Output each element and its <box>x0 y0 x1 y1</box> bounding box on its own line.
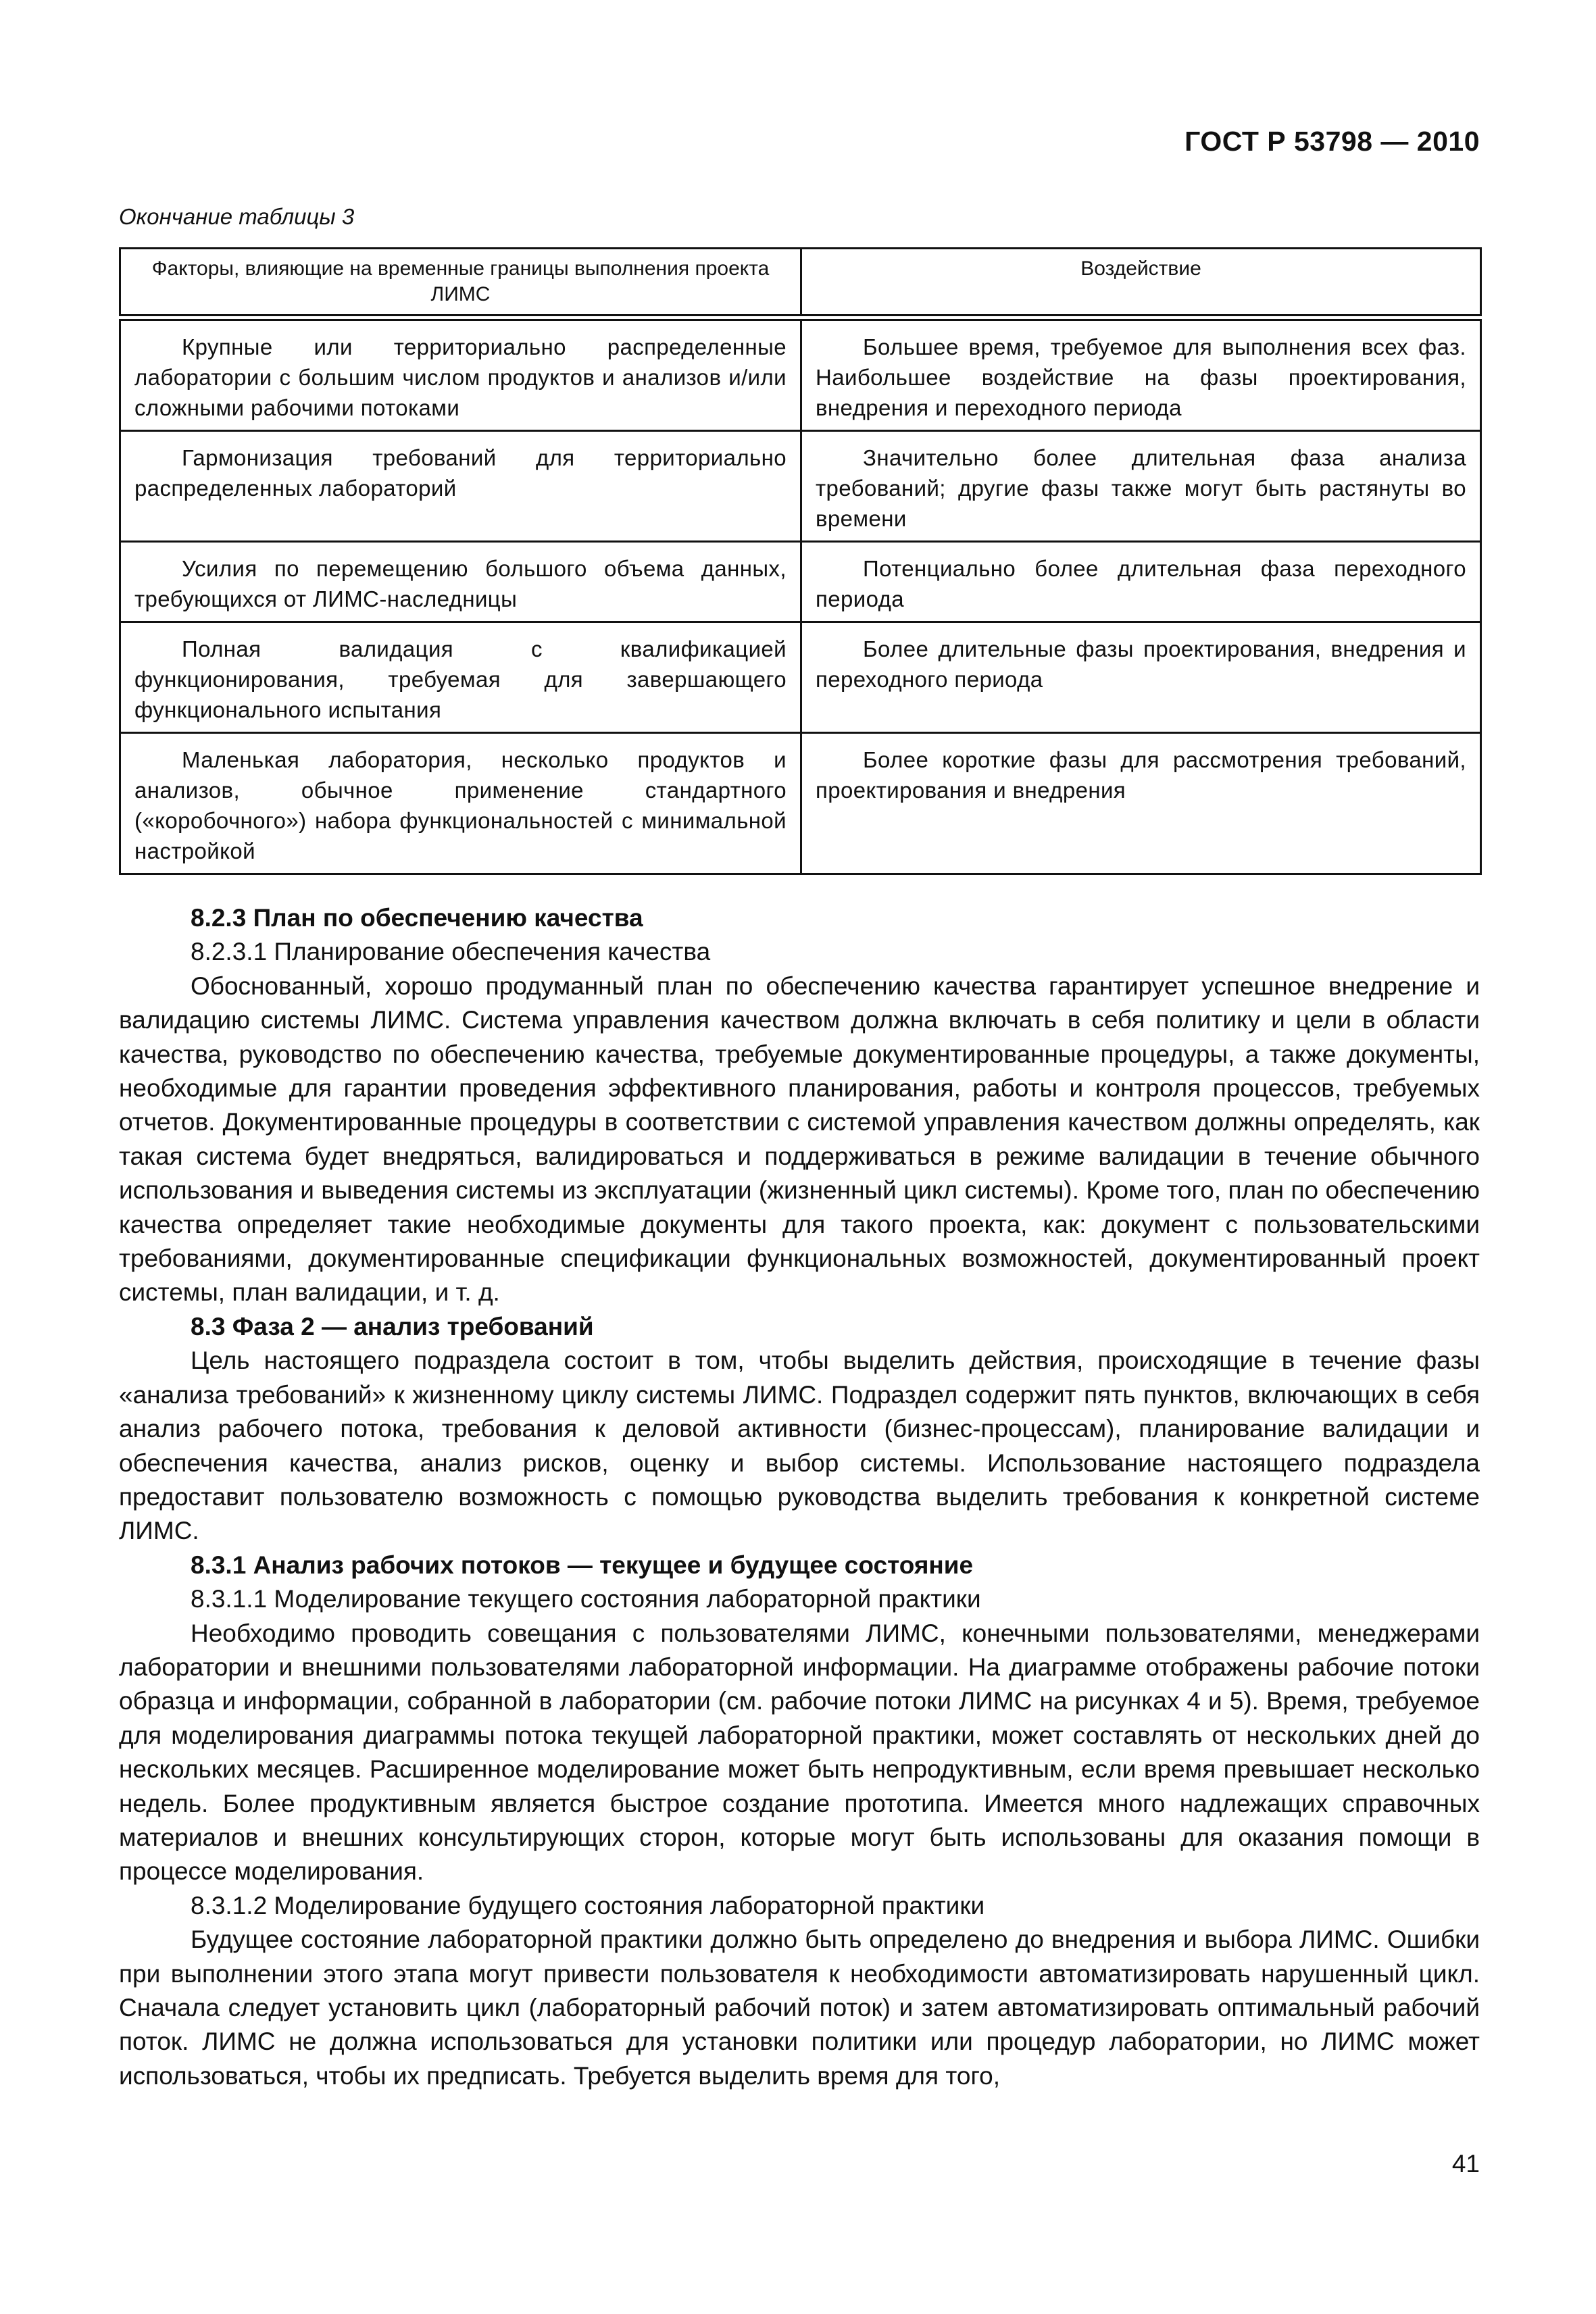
table-row <box>120 431 1481 542</box>
table-cell-factor: Крупные или территориально распределенные лаборатории с большим числом продуктов и анализов и/или сложными рабочими потоками <box>120 318 801 431</box>
section-heading: 8.3.1 Анализ рабочих потоков — текущее и будущее состояние <box>191 1551 974 1579</box>
table-header-row <box>120 249 1481 318</box>
table-cell-factor: Усилия по перемещению большого объема данных, требующихся от ЛИМС-наследницы <box>120 542 801 622</box>
table-cell-factor: Маленькая лаборатория, несколько продуктов и анализов, обычное применение стандартного («коробочного») набора функциональностей с минимальной настройкой <box>120 733 801 874</box>
table-cell-effect: Более короткие фазы для рассмотрения требований, проектирования и внедрения <box>801 733 1481 874</box>
table-cell-effect: Более длительные фазы проектирования, внедрения и переходного периода <box>801 622 1481 733</box>
document-header: ГОСТ Р 53798 — 2010 <box>1184 126 1480 157</box>
table-cell-effect: Потенциально более длительная фаза переходного периода <box>801 542 1481 622</box>
section-heading: 8.3 Фаза 2 — анализ требований <box>191 1312 594 1340</box>
table-cell-factor: Полная валидация с квалификацией функционирования, требуемая для завершающего функционального испытания <box>120 622 801 733</box>
body-paragraph: Обоснованный, хорошо продуманный план по обеспечению качества гарантирует успешное внедрение и валидацию системы ЛИМС. Система управления качеством должна включать в себя политику и цели в области качества, руководство по обеспечению качества, требуемые документированные процедуры, а также документы, необходимые для гарантии проведения эффективного планирования, работы и контроля процессов, требуемых отчетов. Документированные процедуры в соответствии с системой управления качеством должны определять, как такая система будет внедряться, валидироваться и поддерживаться в режиме валидации в течение обычного использования и выведения системы из эксплуатации (жизненный цикл системы). Кроме того, план по обеспечению качества определяет такие необходимые документы для такого проекта, как: документ с пользовательскими требованиями, документированные спецификации функциональных возможностей, документированный проект системы, план валидации, и т. д. <box>119 972 1480 1307</box>
page-number: 41 <box>1451 2150 1480 2178</box>
table-cell-effect: Значительно более длительная фаза анализа требований; другие фазы также могут быть растянуты во времени <box>801 431 1481 542</box>
table-row <box>120 542 1481 622</box>
subsection-heading: 8.2.3.1 Планирование обеспечения качества <box>191 938 711 966</box>
column-header-effect: Воздействие <box>801 249 1481 318</box>
factors-table <box>119 247 1482 875</box>
table-row <box>120 318 1481 431</box>
body-paragraph: Цель настоящего подраздела состоит в том, чтобы выделить действия, происходящие в течение фазы «анализа требований» к жизненному циклу системы ЛИМС. Подраздел содержит пять пунктов, включающих в себя анализ рабочего потока, требования к деловой активности (бизнес-процессам), планирование валидации и обеспечения качества, анализ рисков, оценку и выбор системы. Использование настоящего подраздела предоставит пользователю возможность с помощью руководства выделить требования к конкретной системе ЛИМС. <box>119 1347 1480 1545</box>
document-body <box>119 901 1480 2093</box>
table-caption: Окончание таблицы 3 <box>119 204 355 229</box>
table-cell-effect: Большее время, требуемое для выполнения всех фаз. Наибольшее воздействие на фазы проектирования, внедрения и переходного периода <box>801 318 1481 431</box>
table-cell-factor: Гармонизация требований для территориально распределенных лабораторий <box>120 431 801 542</box>
body-paragraph: Необходимо проводить совещания с пользователями ЛИМС, конечными пользователями, менеджерами лаборатории и внешними пользователями лабораторной информации. На диаграмме отображены рабочие потоки образца и информации, собранной в лаборатории (см. рабочие потоки ЛИМС на рисунках 4 и 5). Время, требуемое для моделирования диаграммы потока текущей лабораторной практики, может составлять от нескольких дней до нескольких месяцев. Расширенное моделирование может быть непродуктивным, если время превышает несколько недель. Более продуктивным является быстрое создание прототипа. Имеется много надлежащих справочных материалов и внешних консультирующих сторон, которые могут быть использованы для оказания помощи в процессе моделирования. <box>119 1619 1480 1886</box>
table-row <box>120 622 1481 733</box>
column-header-factors: Факторы, влияющие на временные границы выполнения проекта ЛИМС <box>120 249 801 318</box>
table-row <box>120 733 1481 874</box>
section-heading: 8.2.3 План по обеспечению качества <box>191 904 643 932</box>
subsection-heading: 8.3.1.1 Моделирование текущего состояния лабораторной практики <box>191 1585 981 1613</box>
body-paragraph: Будущее состояние лабораторной практики должно быть определено до внедрения и выбора ЛИМС. Ошибки при выполнении этого этапа могут привести пользователя к необходимости автоматизировать нарушенный цикл. Сначала следует установить цикл (лабораторный рабочий поток) и затем автоматизировать оптимальный рабочий поток. ЛИМС не должна использоваться для установки политики или процедур лаборатории, но ЛИМС может использоваться, чтобы их предписать. Требуется выделить время для того, <box>119 1926 1480 2090</box>
subsection-heading: 8.3.1.2 Моделирование будущего состояния лабораторной практики <box>191 1891 985 1919</box>
